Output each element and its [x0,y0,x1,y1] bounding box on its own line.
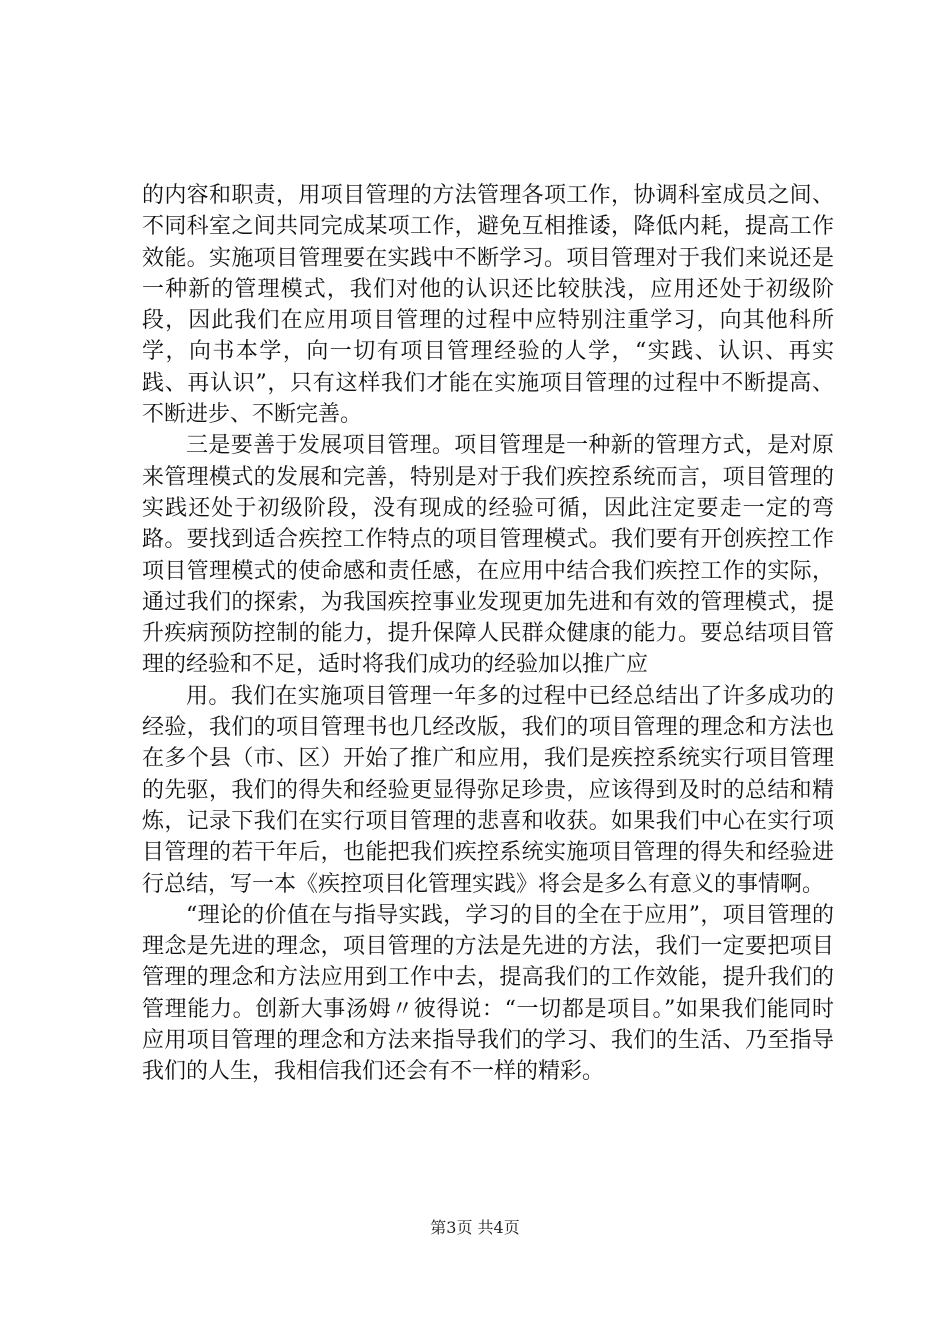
paragraph-2: 三是要善于发展项目管理。项目管理是一种新的管理方式，是对原来管理模式的发展和完善，特别是对于我们疾控系统而言，项目管理的实践还处于初级阶段，没有现成的经验可循，因此注定要走一定的弯路。要找到适合疾控工作特点的项目管理模式。我们要有开创疾控工作项目管理模式的使命感和责任感，在应用中结合我们疾控工作的实际，通过我们的探索，为我国疾控事业发现更加先进和有效的管理模式，提升疾病预防控制的能力，提升保障人民群众健康的能力。要总结项目管理的经验和不足，适时将我们成功的经验加以推广应 [142,433,834,678]
paragraph-4: “理论的价值在与指导实践，学习的目的全在于应用”，项目管理的理念是先进的理念，项目管理的方法是先进的方法，我们一定要把项目管理的理念和方法应用到工作中去，提高我们的工作效能，提升我们的管理能力。创新大事汤姆〃彼得说：“一切都是项目。”如果我们能同时应用项目管理的理念和方法来指导我们的学习、我们的生活、乃至指导我们的人生，我相信我们还会有不一样的精彩。 [142,902,834,1085]
paragraph-3: 用。我们在实施项目管理一年多的过程中已经总结出了许多成功的经验，我们的项目管理书也几经改版，我们的项目管理的理念和方法也在多个县（市、区）开始了推广和应用，我们是疾控系统实行项目管理的先驱，我们的得失和经验更显得弥足珍贵，应该得到及时的总结和精炼，记录下我们在实行项目管理的悲喜和收获。如果我们中心在实行项目管理的若干年后，也能把我们疾控系统实施项目管理的得失和经验进行总结，写一本《疾控项目化管理实践》将会是多么有意义的事情啊。 [142,683,834,897]
paragraph-1: 的内容和职责，用项目管理的方法管理各项工作，协调科室成员之间、不同科室之间共同完成某项工作，避免互相推诿，降低内耗，提高工作效能。实施项目管理要在实践中不断学习。项目管理对于我们来说还是一种新的管理模式，我们对他的认识还比较肤浅，应用还处于初级阶段，因此我们在应用项目管理的过程中应特别注重学习，向其他科所学，向书本学，向一切有项目管理经验的人学，“实践、认识、再实践、再认识”，只有这样我们才能在实施项目管理的过程中不断提高、不断进步、不断完善。 [142,183,834,428]
page-footer: 第3页 共4页 [430,1218,520,1237]
document-body [142,180,834,1088]
